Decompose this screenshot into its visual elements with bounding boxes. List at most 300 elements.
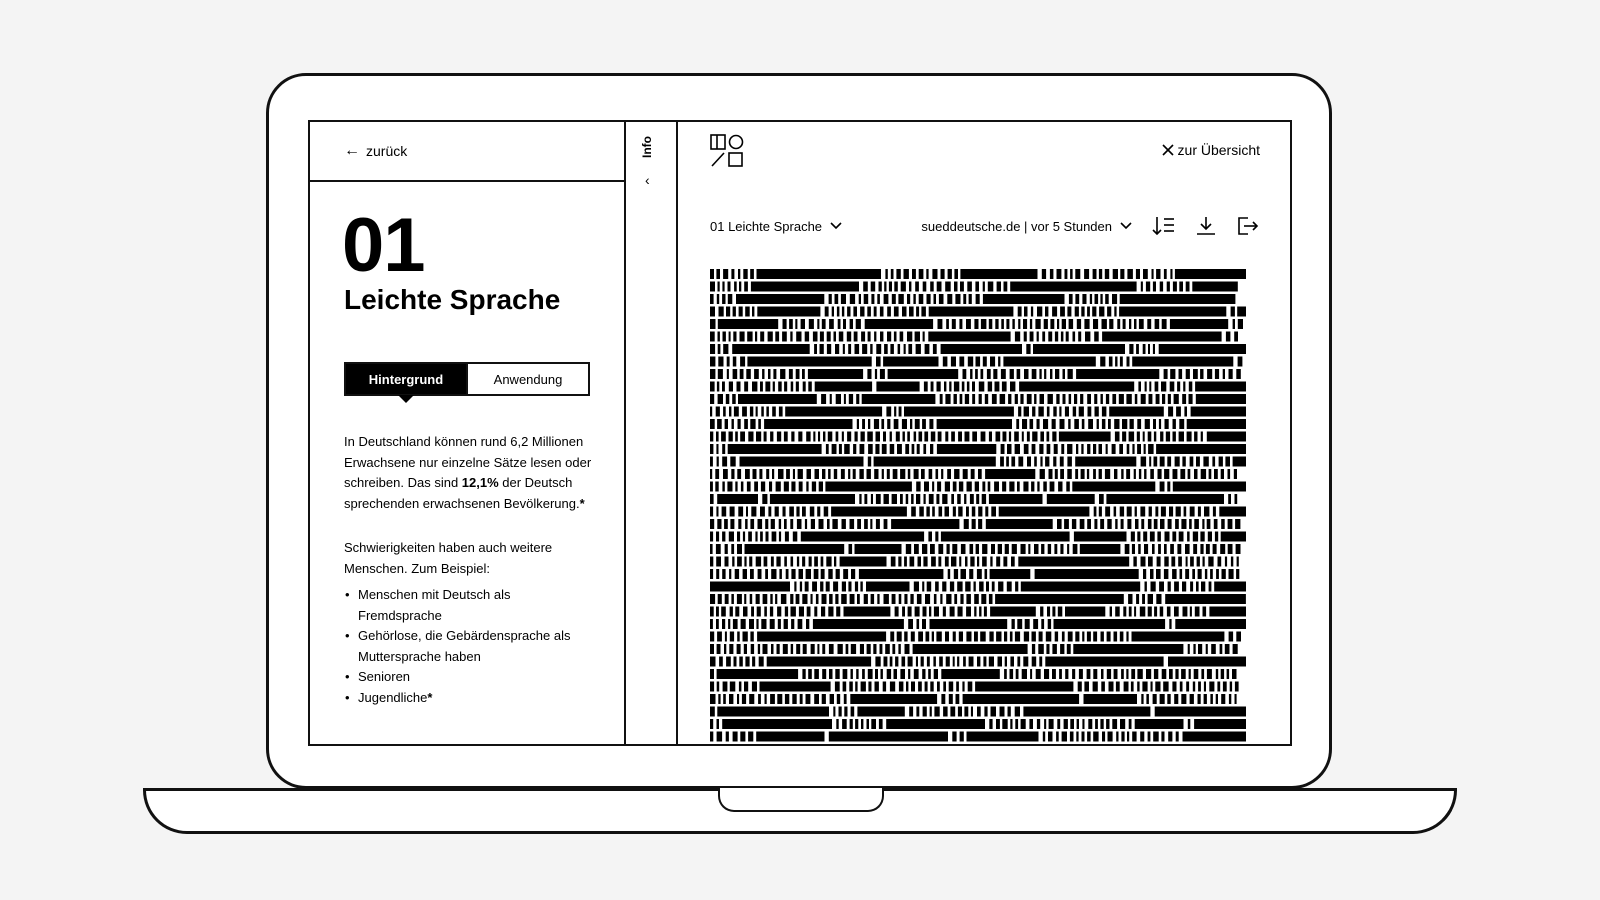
pattern-block [1179,432,1184,442]
pattern-block [1156,569,1161,579]
pattern-block [965,582,970,592]
pattern-block [856,669,858,679]
pattern-block [1067,544,1069,554]
pattern-block [718,282,720,292]
pattern-block [1122,419,1127,429]
pattern-block [1221,469,1224,479]
pattern-block [1155,682,1160,692]
pattern-block [1227,669,1230,679]
pattern-block [898,644,900,654]
pattern-block [937,419,1012,429]
pattern-block [1107,307,1111,317]
pattern-block [1202,519,1204,529]
pattern-block [833,582,838,592]
pattern-block [936,494,939,504]
pattern-block [766,469,769,479]
pattern-block [922,619,926,629]
pattern-block [731,544,734,554]
pattern-block [871,594,875,604]
pattern-block [1223,369,1225,379]
pattern-block [1182,394,1186,404]
pattern-block [909,707,913,717]
pattern-block [1000,707,1005,717]
pattern-block [990,557,992,567]
pattern-block [914,669,919,679]
pattern-block [1220,544,1225,554]
pattern-block [972,432,977,442]
pattern-block [941,669,1000,679]
pattern-block [814,669,819,679]
pattern-block [719,307,724,317]
pattern-block [950,707,955,717]
pattern-block [870,519,872,529]
pattern-block [1194,432,1197,442]
pattern-block [871,719,876,729]
shapes-logo-icon[interactable] [710,134,744,168]
pattern-block [904,269,909,279]
pattern-block [1188,469,1191,479]
pattern-block [1187,419,1246,429]
pattern-block [871,294,874,304]
pattern-block [1082,732,1085,742]
pattern-block [879,719,883,729]
pattern-block [765,694,767,704]
pattern-block [1143,432,1145,442]
pattern-block [914,544,919,554]
pattern-block [710,569,713,579]
pattern-block [989,319,993,329]
pattern-block [1141,519,1144,529]
pattern-block [1068,369,1073,379]
app-screen [308,120,1292,746]
pattern-block [1100,519,1104,529]
pattern-block [892,294,896,304]
pattern-block [898,557,901,567]
pattern-block [912,444,915,454]
pattern-block [951,357,956,367]
pattern-block [731,269,734,279]
pattern-block [1225,457,1230,467]
pattern-block [1107,519,1111,529]
pattern-block [971,707,973,717]
pattern-block [1032,657,1037,667]
pattern-block [1018,457,1023,467]
pattern-block [1008,394,1011,404]
pattern-block [829,294,832,304]
pattern-block [1093,632,1097,642]
pattern-block [916,344,921,354]
pattern-block [982,557,987,567]
pattern-block [716,407,720,417]
pattern-block [1172,682,1176,692]
pattern-block [939,507,943,517]
pattern-block [1194,669,1199,679]
pattern-block [1195,607,1200,617]
pattern-block [938,557,941,567]
pattern-block [945,282,951,292]
pattern-block [743,607,748,617]
pattern-block [832,519,837,529]
pattern-block [785,532,789,542]
pattern-block [1141,282,1143,292]
pattern-block [796,332,801,342]
pattern-block [1055,632,1058,642]
pattern-block [802,669,805,679]
pattern-block [1059,407,1061,417]
pattern-block [757,632,886,642]
pattern-block [1235,494,1238,504]
pattern-block [899,407,902,417]
pattern-block [1232,669,1237,679]
pattern-block [1066,332,1069,342]
pattern-block [1167,607,1171,617]
chevron-down-icon [830,222,842,230]
pattern-block [1214,582,1246,592]
pattern-block [897,444,902,454]
pattern-block [828,569,832,579]
sort-icon[interactable] [1152,215,1176,237]
pattern-block [1126,469,1130,479]
pattern-block [986,582,989,592]
pattern-block [952,319,956,329]
pattern-block [1065,407,1069,417]
pattern-block [1149,457,1151,467]
pattern-block [953,657,955,667]
pattern-block [850,694,937,704]
pattern-block [847,332,851,342]
pattern-block [1196,582,1199,592]
pattern-block [925,682,928,692]
pattern-block [770,607,773,617]
download-icon[interactable] [1194,215,1218,237]
pattern-block [726,307,730,317]
pattern-block [1105,269,1109,279]
pattern-block [1207,669,1212,679]
pattern-block [927,657,930,667]
pattern-block [966,632,971,642]
pattern-block [954,382,959,392]
pattern-block [1127,519,1131,529]
pattern-block [827,344,831,354]
pattern-block [1155,707,1246,717]
pattern-block [1107,669,1111,679]
pattern-block [821,569,825,579]
pattern-block [1081,444,1083,454]
pattern-block [1233,457,1246,467]
pattern-block [1165,594,1246,604]
pattern-block [1189,669,1191,679]
pattern-block [1137,432,1140,442]
pattern-block [1148,557,1153,567]
pattern-block [824,507,829,517]
pattern-block [974,607,976,617]
pattern-block [894,307,899,317]
pattern-block [942,582,946,592]
pattern-block [1236,632,1241,642]
pattern-block [822,594,827,604]
pattern-block [734,282,737,292]
pattern-block [723,332,726,342]
pattern-block [717,382,719,392]
pattern-block [716,432,719,442]
pattern-block [1238,357,1243,367]
pattern-block [873,644,876,654]
pattern-block [1039,632,1043,642]
pattern-block [885,269,887,279]
pattern-block [1148,607,1152,617]
pattern-block [1082,419,1085,429]
pattern-block [1169,669,1173,679]
pattern-block [825,482,912,492]
pattern-block [1221,532,1246,542]
pattern-block [855,719,858,729]
pattern-block [1054,619,1166,629]
pattern-block [1028,544,1030,554]
pattern-block [758,644,760,654]
pattern-block [883,432,886,442]
pattern-block [717,644,721,654]
pattern-block [1057,269,1062,279]
pattern-block [990,607,1036,617]
pattern-block [1193,369,1198,379]
info-toggle-strip[interactable] [626,122,678,744]
pattern-block [855,344,860,354]
pattern-block [1151,582,1156,592]
pattern-block [900,469,905,479]
share-icon[interactable] [1236,215,1260,237]
pattern-block [739,657,743,667]
pattern-block [725,594,729,604]
pattern-block [836,394,841,404]
pattern-block [840,557,887,567]
pattern-block [1132,632,1225,642]
pattern-block [1112,444,1116,454]
pattern-block [1050,369,1052,379]
pattern-block [1114,669,1118,679]
pattern-block [789,369,793,379]
pattern-block [1181,519,1186,529]
pattern-block [868,682,871,692]
pattern-block [722,507,727,517]
pattern-block [1175,457,1180,467]
pattern-block [941,532,1070,542]
pattern-block [735,432,738,442]
pattern-block [1030,319,1032,329]
pattern-block [1140,607,1146,617]
pattern-block [1078,332,1081,342]
pattern-block [950,607,955,617]
pattern-block [1164,469,1169,479]
pattern-block [1011,457,1015,467]
chevron-left-icon[interactable]: ‹ [645,172,650,188]
pattern-block [1099,469,1102,479]
pattern-block [881,419,884,429]
pattern-block [1094,519,1097,529]
pattern-block [902,419,907,429]
pattern-block [954,269,958,279]
pattern-block [996,432,1001,442]
pattern-block [1190,582,1193,592]
info-label[interactable]: Info [640,136,654,158]
back-link[interactable] [344,143,407,159]
pattern-block [855,582,858,592]
pattern-block [883,682,886,692]
pattern-block [894,332,897,342]
pattern-block [1030,419,1034,429]
pattern-block [967,732,1039,742]
pattern-block [843,569,848,579]
pattern-block [995,594,1124,604]
pattern-block [1075,457,1136,467]
pattern-block [821,607,825,617]
pattern-block [864,519,868,529]
source-select[interactable] [921,219,1132,234]
pattern-block [710,444,713,454]
pattern-block [1138,544,1141,554]
pattern-block [961,544,966,554]
pattern-block [770,494,855,504]
pattern-block [911,682,915,692]
pattern-block [811,519,815,529]
pattern-block [1077,719,1079,729]
pattern-block [756,432,761,442]
pattern-block [1152,544,1155,554]
pattern-block [751,644,754,654]
pattern-block [835,682,840,692]
pattern-block [746,369,751,379]
pattern-block [710,269,714,279]
footnote-star: * [427,689,433,705]
pattern-block [1185,544,1190,554]
pattern-block [908,344,912,354]
pattern-block [1190,507,1195,517]
pattern-block [946,594,951,604]
pattern-block [996,557,1000,567]
pattern-block [1047,444,1051,454]
pattern-block [1160,519,1165,529]
pattern-block [1131,532,1135,542]
pattern-block [732,344,810,354]
pattern-block [1080,394,1083,404]
pattern-block [1127,444,1130,454]
tab-hintergrund[interactable]: Hintergrund [346,364,466,394]
pattern-block [861,432,865,442]
pattern-block [1010,657,1014,667]
pattern-block [968,682,973,692]
pattern-block [841,294,846,304]
pattern-block [770,432,773,442]
pattern-block [1009,482,1014,492]
pattern-block [918,632,923,642]
pattern-block [732,557,734,567]
pattern-block [765,519,768,529]
pattern-block [796,644,800,654]
pattern-block [1057,719,1060,729]
pattern-block [856,394,859,404]
pattern-block [739,282,741,292]
pattern-block [1087,394,1091,404]
pattern-block [830,694,834,704]
pattern-block [1137,682,1139,692]
pattern-block [919,269,924,279]
pattern-block [744,382,748,392]
pattern-block [861,682,866,692]
version-select[interactable] [710,219,842,234]
pattern-block [909,282,911,292]
pattern-block [1186,369,1190,379]
pattern-block [1088,407,1092,417]
pattern-block [1052,419,1056,429]
pattern-block [1034,544,1039,554]
pattern-block [710,544,713,554]
pattern-block [990,357,995,367]
pattern-block [1052,432,1056,442]
pattern-block [914,582,919,592]
pattern-block [923,282,927,292]
pattern-block [835,669,839,679]
pattern-block [1178,557,1182,567]
left-panel [310,122,626,744]
pattern-block [1167,457,1171,467]
pattern-block [1114,632,1118,642]
pattern-block [904,344,906,354]
pattern-block [1069,294,1073,304]
pattern-block [745,307,750,317]
pattern-block [1166,432,1170,442]
pattern-block [737,544,742,554]
pattern-block [1061,444,1064,454]
pattern-block [903,432,905,442]
pattern-block [1137,669,1142,679]
pattern-block [961,569,967,579]
pattern-block [884,344,888,354]
pattern-block [710,607,714,617]
pattern-block [949,382,951,392]
pattern-block [813,332,818,342]
close-icon [1162,144,1174,156]
pattern-block [909,307,914,317]
pattern-block [1170,544,1174,554]
pattern-block [1057,519,1062,529]
pattern-block [1182,582,1186,592]
pattern-block [1114,419,1119,429]
pattern-block [842,307,844,317]
pattern-block [743,269,747,279]
pattern-block [717,494,758,504]
tab-anwendung[interactable]: Anwendung [466,364,588,394]
pattern-block [752,382,757,392]
pattern-block [1196,394,1246,404]
pattern-block [1005,544,1009,554]
pattern-block [1039,444,1043,454]
pattern-block [859,569,944,579]
pattern-block [1048,544,1051,554]
pattern-block [907,332,912,342]
pattern-block [758,569,762,579]
source-select-label: sueddeutsche.de | vor 5 Stunden [921,218,1112,234]
pattern-block [959,557,961,567]
pattern-block [1023,707,1150,717]
pattern-block [771,569,776,579]
pattern-block [755,332,757,342]
pattern-block [978,469,982,479]
close-overview-link[interactable] [1162,142,1260,158]
pattern-block [1018,319,1020,329]
pattern-block [843,319,846,329]
pattern-block [1112,294,1117,304]
pattern-block [710,332,715,342]
pattern-block [1099,307,1104,317]
